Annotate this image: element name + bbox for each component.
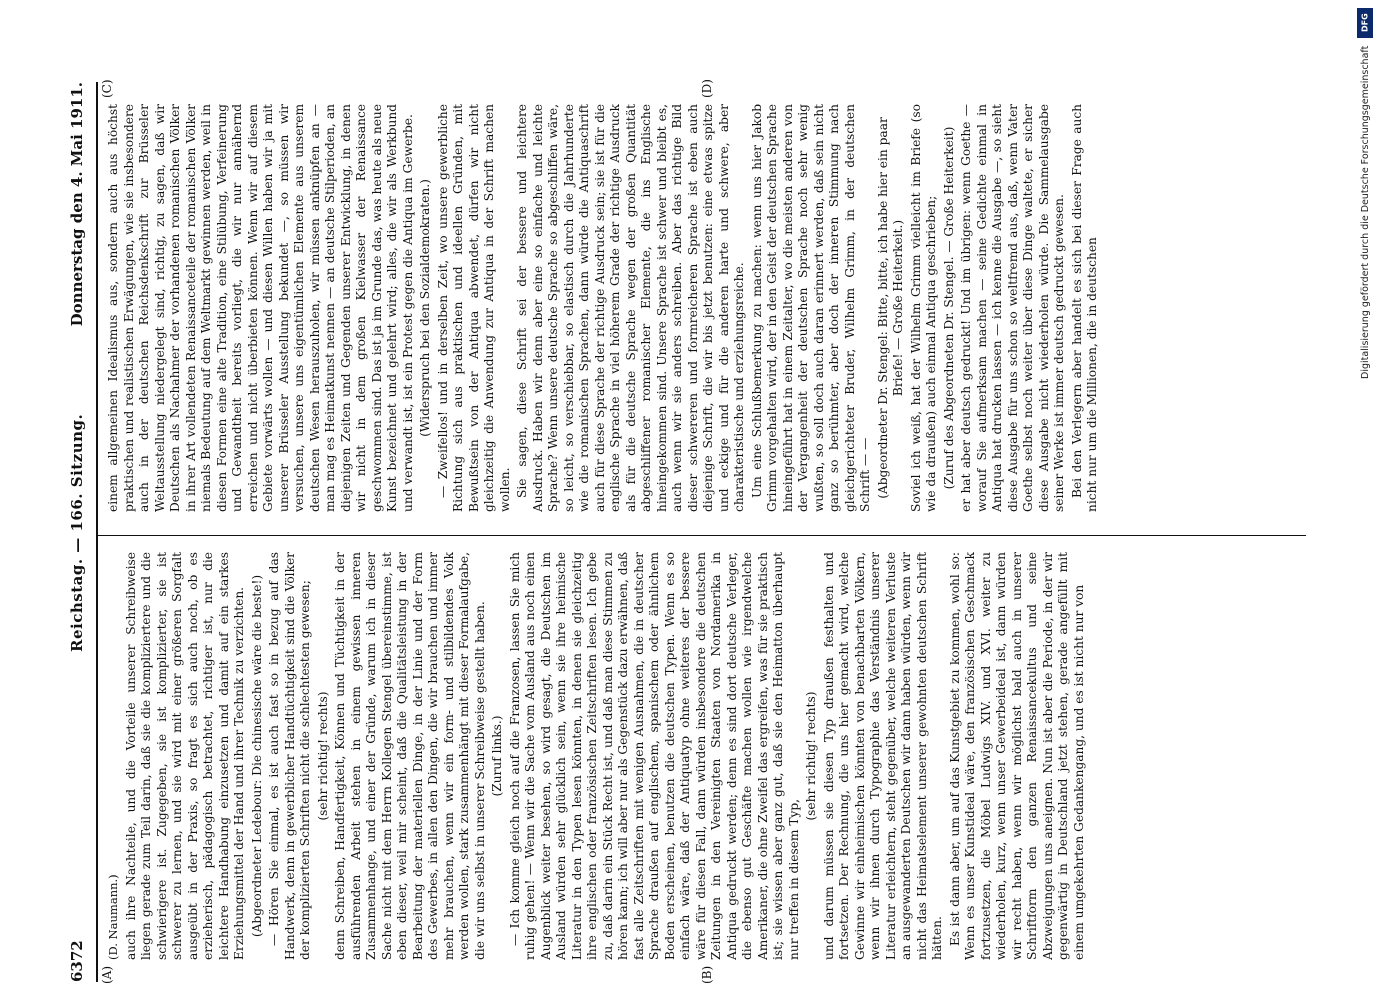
paragraph: und darum müssen sie diesen Typ draußen festhalten und fortsetzen. Der Rechnung, die uns hier gemacht wird, welche Gewinne wir einheimischen könnten von benachbarten Völkern, wenn wir ihnen durch Typographie das Verständnis unserer Literatur erleichtern, steht gegenüber, welche weiteren Verluste an ausgewanderten Deutschen wir dann haben würden, wenn wir nicht das Heimatselement unserer gewohnten deutschen Schrift hätten. (821, 552, 944, 960)
rotated-page (60, 79, 1320, 984)
paragraph: — Zweifellos! und in derselben Zeit, wo unsere gewerbliche Richtung sich aus praktischen und ideellen Gründen, mit Bewußtsein von der Antiqua abwendet, dürfen wir nicht gleichzeitig die Anwendung zur Antiqua in der Schrift machen wollen. (435, 104, 512, 512)
interjection: (Widerspruch bei den Sozialdemokraten.) (418, 179, 432, 437)
session-date: Donnerstag den 4. Mai 1911. (68, 82, 86, 327)
interjection: (Abgeordneter Ledebour: Die chinesische wäre die beste!) (249, 574, 264, 938)
paragraph: einem allgemeinen Idealismus aus, sondern auch aus höchst praktischen und realistischen Erwägungen, wie sie insbesondere auch in der deutschen Reichsdenkschrift zur Brüsseler Weltausstellung niedergelegt sind, richtig, zu sagen, daß wir Deutschen als Nachahmer der vorhandenen romanischen Völker in ihrer Art vollendeten Renaissanceteile der romanischen Völker niemals Bedeutung auf dem Weltmarkt gewinnen werden, weil in diesen Formen eine alte Tradition, eine Stilübung, Verfeinerung und Gewandtheit bereits vorliegt, die wir nur annähernd erreichen und nicht überbieten können. Wenn wir auf diesem Gebiete vorwärts wollen — und diesen Willen haben wir ja mit unserer Brüsseler Ausstellung bekundet —, so müssen wir versuchen, unsere uns eigentümlichen Elemente aus unserem deutschen Wesen herauszuholen, wir müssen anknüpfen an — man mag es Heimatkunst nennen — an deutsche Stilperioden, an diejenigen Zeiten und Gegenden unserer Entwicklung, in denen wir nicht in dem großen Kielwasser der Renaissance geschwommen sind. Das ist ja im Grunde das, was heute als neue Kunst bezeichnet und gelehrt wird; alles, die wir als Werkbund und verwandt ist, ist ein Protest gegen die Antiqua im Gewerbe. (106, 104, 415, 512)
left-column (106, 552, 1296, 960)
digitization-note: Digitalisierung gefördert durch die Deutsche Forschungsgemeinschaft (1360, 46, 1371, 380)
paragraph: Sie sagen, diese Schrift sei der bessere und leichtere Ausdruck. Haben wir denn aber eine so einfache und leichte Sprache? Wenn unsere deutsche Sprache so abgeschliffen wäre, so leicht, so verschiebbar, so elastisch durch die Jahrhunderte wie die romanischen Sprachen, dann würde die Antiquaschrift auch für diese Sprache der richtige Ausdruck sein; sie ist für die englische Sprache in viel höherem Grade der richtige Ausdruck als für die deutsche Sprache wegen der großen Quantität abgeschliffener romanischer Elemente, die ins Englische hineingekommen sind. Unsere Sprache ist schwer und bleibt es, auch wenn wir sie anders schreiben. Aber das richtige Bild dieser schwereren und formreicheren Sprache ist eben auch diejenige Schrift, die wir bis jetzt benutzen: eine etwas spitze und eckige und für die anderen harte und schwere, aber charakteristische und erziehungsreiche. (515, 104, 746, 512)
margin-mark-d: (D) (700, 79, 714, 98)
right-column (106, 104, 1296, 512)
header-rule (96, 82, 98, 982)
speaker-tag: (D. Naumann.) (106, 874, 120, 960)
dfg-logo: DFG (1357, 8, 1373, 38)
column-divider (96, 535, 1306, 536)
session-title: Reichstag. — 166. Sitzung. (68, 413, 86, 652)
paragraph: auch ihre Nachteile, und die Vorteile unserer Schreibweise liegen gerade zum Teil darin, daß sie die kompliziertere und die schwierigere ist. Zugegeben, sie ist komplizierter, sie ist schwerer zu lernen, und sie wird mit einer größeren Sorgfalt ausgeübt in der Praxis, so fragt es sich auch noch, ob es erzieherisch, pädagogisch betrachtet, richtiger ist, nur die leichtere Handhabung einzusetzen und damit auf ein starkes Erziehungsmittel der Hand und ihrer Technik zu verzichten. (123, 552, 246, 960)
paragraph: Bei den Verlegern aber handelt es sich bei dieser Frage auch nicht nur um die Millionen, die in deutschen (1069, 104, 1099, 512)
margin-mark-c: (C) (100, 79, 114, 98)
paragraph: — Hören Sie einmal, es ist auch fast so in bezug auf das Handwerk, denn in gewerblicher Handtüchtigkeit sind die Völker der komplizierten Schriften nicht die schlechtesten gewesen; (267, 552, 312, 960)
paragraph: Soviel ich weiß, hat der Wilhelm Grimm vielleicht im Briefe (so wie da draußen) auch einmal Antiqua geschrieben; (908, 104, 938, 512)
paragraph: Um eine Schlußbemerkung zu machen: wenn uns hier Jakob Grimm vorgehalten wird, der in den Geist der deutschen Sprache hineingeführt hat in einem Zeitalter, wo die meisten anderen von der Vergangenheit der deutschen Sprache noch sehr wenig wußten, so soll doch auch daran erinnert werden, daß sein nicht ganz so berühmter, aber doch der inneren Stimmung nach gleichgerichteter Bruder, Wilhelm Grimm, in der deutschen Schrift — — (749, 104, 872, 512)
page-number: 6372 (68, 940, 86, 982)
interjection: (sehr richtig! rechts) (804, 691, 818, 821)
interjection: (Zuruf links.) (490, 715, 504, 797)
paragraph: — Ich komme gleich noch auf die Franzosen, lassen Sie mich ruhig gehen! — Wenn wir die Sache vom Ausland aus noch einen Augenblick weiter besehen, so wird gesagt, die Deutschen im Ausland würden sehr glücklich sein, wenn sie ihre heimische Literatur in den Typen lesen könnten, in denen sie gleichzeitig ihre englischen oder französischen Zeitschriften lesen. Ich gebe zu, daß darin ein Stück Recht ist, und daß man diese Stimmen zu hören kann; ich will aber nur als Gegenstück dazu erwähnen, daß fast alle Zeitschriften mit wenigen Ausnahmen, die in deutscher Sprache draußen auf englischem, spanischem oder ähnlichem Boden erscheinen, benutzen die deutschen Typen. Wenn es so einfach wäre, daß der Antiquatyp ohne weiteres der bessere wäre für diesen Fall, dann würden insbesondere die deutschen Zeitungen in den Vereinigten Staaten von Nordamerika in Antiqua gedruckt werden; denn es sind dort deutsche Verleger, die ebenso gut Geschäfte machen wollen wie irgendwelche Amerikaner, die ohne Zweifel das ergreifen, was für sie praktisch ist; sie wissen aber ganz gut, daß sie den Heimatton überhaupt nur treffen in diesem Typ, (507, 552, 801, 960)
paragraph: denn Schreiben, Handfertigkeit, Können und Tüchtigkeit in der ausführenden Arbeit stehen in einem gewissen inneren Zusammenhange, und einer der Gründe, warum ich in dieser Sache nicht mit dem Herrn Kollegen Stengel übereinstimme, ist eben dieser, weil mir scheint, daß die Qualitätsleistung in der Bearbeitung der materiellen Dinge, in der Linie und der Form des Gewerbes, in allen den Dingen, die wir brauchen und immer mehr brauchen, wenn wir ein form- und stilbildendes Volk werden wollen, stark zusammenhängt mit dieser Formalaufgabe, die wir uns selbst in unserer Schreibweise gestellt haben. (333, 552, 487, 960)
interjection: (sehr richtig! rechts) (315, 691, 330, 821)
digitization-strip (1349, 0, 1379, 1000)
margin-mark-b: (B) (700, 965, 714, 984)
paragraph: er hat aber deutsch gedruckt! Und im übrigen: wenn Goethe — worauf Sie aufmerksam machen — seine Gedichte einmal in Antiqua hat drucken lassen — ich kenne die Ausgabe —, so sieht diese Ausgabe für uns schon so weltfremd aus, daß, wenn Vater Goethe selbst noch weiter über diese Dinge waltete, er sicher diese Ausgabe nicht wiederholen würde. Die Sammelausgabe seiner Werke ist immer deutsch gedruckt gewesen. (959, 104, 1066, 512)
page-header (60, 82, 96, 982)
margin-mark-a: (A) (100, 965, 114, 984)
interjection: (Abgeordneter Dr. Stengel: Bitte, bitte, ich habe hier ein paar Briefe! — Große Heiterkeit.) (875, 117, 905, 499)
interjection: (Zuruf des Abgeordneten Dr. Stengel. — Große Heiterkeit) (941, 126, 956, 490)
paragraph: Es ist dann aber, um auf das Kunstgebiet zu kommen, wohl so: Wenn es unser Kunstideal wäre, den französischen Geschmack fortzusetzen, die Möbel Ludwigs XIV. und XVI. weiter zu wiederholen, kurz, wenn unser Gewerbeideal ist, dann würden wir recht haben, wenn wir möglichst bald auch in unserer Schriftform den ganzen Renaissancekultus und seine Abzweigungen uns aneignen. Nun ist aber die Periode, in der wir gegenwärtig in Deutschland jetzt stehen, gerade angefüllt mit einem umgekehrten Gedankengang, und es ist nicht nur von (947, 552, 1086, 960)
